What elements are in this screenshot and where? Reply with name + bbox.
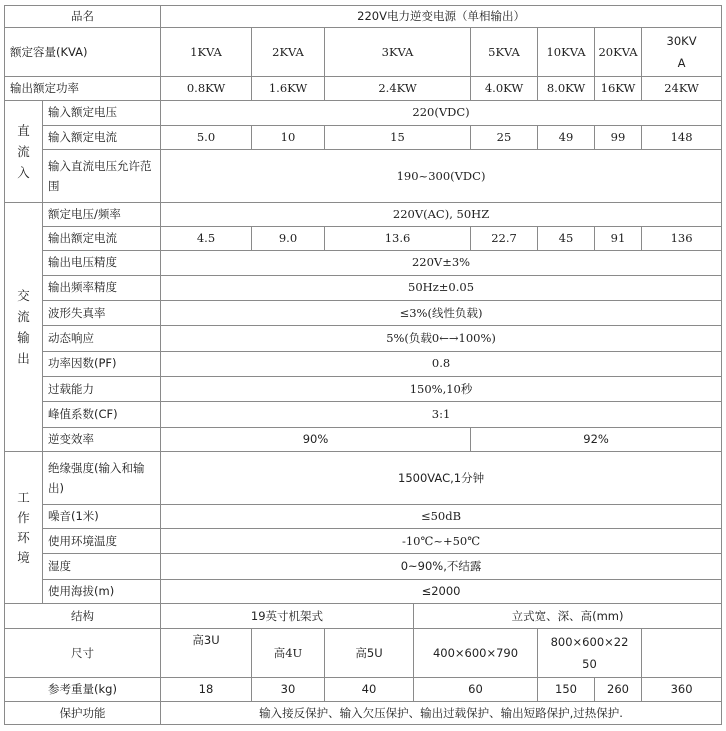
dynamic-response-label: 动态响应 — [43, 326, 161, 351]
crest-factor-label: 峰值系数(CF) — [43, 402, 161, 427]
efficiency-cell: 90% — [161, 427, 471, 451]
product-name-value: 220V电力逆变电源（单相输出） — [161, 6, 722, 28]
row-voltage-accuracy — [5, 251, 722, 275]
weight-cell: 18 — [161, 678, 252, 702]
power-cell: 8.0KW — [538, 76, 595, 100]
power-cell: 16KW — [595, 76, 642, 100]
insulation-value: 1500VAC,1分钟 — [161, 452, 722, 505]
volt-freq-label: 额定电压/频率 — [43, 202, 161, 226]
freq-accuracy-label: 输出频率精度 — [43, 275, 161, 300]
row-overload — [5, 377, 722, 402]
row-input-current — [5, 125, 722, 149]
size-cell: 高5U — [325, 629, 414, 678]
row-rated-capacity — [5, 28, 722, 77]
output-current-cell: 9.0 — [252, 227, 325, 251]
row-altitude — [5, 579, 722, 603]
weight-cell: 260 — [595, 678, 642, 702]
rated-capacity-label: 额定容量(KVA) — [5, 28, 161, 77]
insulation-label: 绝缘强度(输入和输出) — [43, 452, 161, 505]
power-cell: 1.6KW — [252, 76, 325, 100]
capacity-cell: 10KVA — [538, 28, 595, 77]
row-rated-power — [5, 76, 722, 100]
input-current-label: 输入额定电流 — [43, 125, 161, 149]
structure-label: 结构 — [5, 604, 161, 629]
freq-accuracy-value: 50Hz±0.05 — [161, 275, 722, 300]
volt-freq-value: 220V(AC), 50HZ — [161, 202, 722, 226]
capacity-cell: 1KVA — [161, 28, 252, 77]
altitude-label: 使用海拔(m) — [43, 579, 161, 603]
row-input-voltage — [5, 101, 722, 125]
input-range-label: 输入直流电压允许范围 — [43, 149, 161, 202]
power-factor-value: 0.8 — [161, 351, 722, 376]
row-output-current — [5, 227, 722, 251]
row-noise — [5, 504, 722, 528]
input-current-cell: 99 — [595, 125, 642, 149]
rated-power-label: 输出额定功率 — [5, 76, 161, 100]
output-current-cell: 45 — [538, 227, 595, 251]
power-cell: 0.8KW — [161, 76, 252, 100]
capacity-cell: 30KV A — [642, 28, 722, 77]
power-cell: 4.0KW — [471, 76, 538, 100]
weight-cell: 360 — [642, 678, 722, 702]
crest-factor-value: 3:1 — [161, 402, 722, 427]
input-current-cell: 148 — [642, 125, 722, 149]
size-cell: 高4U — [252, 629, 325, 678]
size-cell: 高3U — [161, 629, 252, 678]
row-size — [5, 629, 722, 678]
structure-cell: 立式宽、深、高(mm) — [414, 604, 722, 629]
input-current-cell: 10 — [252, 125, 325, 149]
category-dc-input: 直 流 入 — [5, 101, 43, 202]
product-name-label: 品名 — [5, 6, 161, 28]
category-environment: 工 作 环 境 — [5, 452, 43, 604]
output-current-cell: 22.7 — [471, 227, 538, 251]
row-insulation — [5, 452, 722, 505]
row-humidity — [5, 554, 722, 579]
input-current-cell: 5.0 — [161, 125, 252, 149]
input-current-cell: 15 — [325, 125, 471, 149]
efficiency-cell: 92% — [471, 427, 722, 451]
row-temperature — [5, 529, 722, 554]
humidity-label: 湿度 — [43, 554, 161, 579]
overload-label: 过载能力 — [43, 377, 161, 402]
spec-table — [4, 5, 722, 725]
input-current-cell: 49 — [538, 125, 595, 149]
output-current-cell: 4.5 — [161, 227, 252, 251]
output-current-label: 输出额定电流 — [43, 227, 161, 251]
voltage-accuracy-value: 220V±3% — [161, 251, 722, 275]
temperature-value: -10℃~+50℃ — [161, 529, 722, 554]
weight-cell: 60 — [414, 678, 538, 702]
size-cell: 800×600×22 50 — [538, 629, 642, 678]
capacity-cell: 2KVA — [252, 28, 325, 77]
overload-value: 150%,10秒 — [161, 377, 722, 402]
row-weight — [5, 678, 722, 702]
row-freq-accuracy — [5, 275, 722, 300]
voltage-accuracy-label: 输出电压精度 — [43, 251, 161, 275]
altitude-value: ≤2000 — [161, 579, 722, 603]
distortion-value: ≤3%(线性负载) — [161, 301, 722, 326]
weight-cell: 40 — [325, 678, 414, 702]
power-cell: 2.4KW — [325, 76, 471, 100]
size-cell-empty — [642, 629, 722, 678]
noise-label: 噪音(1米) — [43, 504, 161, 528]
efficiency-label: 逆变效率 — [43, 427, 161, 451]
noise-value: ≤50dB — [161, 504, 722, 528]
row-protection — [5, 702, 722, 725]
capacity-cell: 3KVA — [325, 28, 471, 77]
dynamic-response-value: 5%(负载0←→100%) — [161, 326, 722, 351]
capacity-cell: 20KVA — [595, 28, 642, 77]
row-structure — [5, 604, 722, 629]
weight-cell: 150 — [538, 678, 595, 702]
row-volt-freq — [5, 202, 722, 226]
output-current-cell: 13.6 — [325, 227, 471, 251]
protection-label: 保护功能 — [5, 702, 161, 725]
size-label: 尺寸 — [5, 629, 161, 678]
structure-cell: 19英寸机架式 — [161, 604, 414, 629]
row-power-factor — [5, 351, 722, 376]
distortion-label: 波形失真率 — [43, 301, 161, 326]
protection-value: 输入接反保护、输入欠压保护、输出过载保护、输出短路保护,过热保护. — [161, 702, 722, 725]
power-cell: 24KW — [642, 76, 722, 100]
weight-label: 参考重量(kg) — [5, 678, 161, 702]
output-current-cell: 136 — [642, 227, 722, 251]
input-voltage-label: 输入额定电压 — [43, 101, 161, 125]
row-efficiency — [5, 427, 722, 451]
output-current-cell: 91 — [595, 227, 642, 251]
input-current-cell: 25 — [471, 125, 538, 149]
input-voltage-value: 220(VDC) — [161, 101, 722, 125]
temperature-label: 使用环境温度 — [43, 529, 161, 554]
weight-cell: 30 — [252, 678, 325, 702]
row-dynamic-response — [5, 326, 722, 351]
input-range-value: 190~300(VDC) — [161, 149, 722, 202]
power-factor-label: 功率因数(PF) — [43, 351, 161, 376]
capacity-cell: 5KVA — [471, 28, 538, 77]
row-input-range — [5, 149, 722, 202]
row-product-name — [5, 6, 722, 28]
humidity-value: 0~90%,不结露 — [161, 554, 722, 579]
size-cell: 400×600×790 — [414, 629, 538, 678]
row-crest-factor — [5, 402, 722, 427]
category-ac-output: 交 流 输 出 — [5, 202, 43, 451]
row-distortion — [5, 301, 722, 326]
